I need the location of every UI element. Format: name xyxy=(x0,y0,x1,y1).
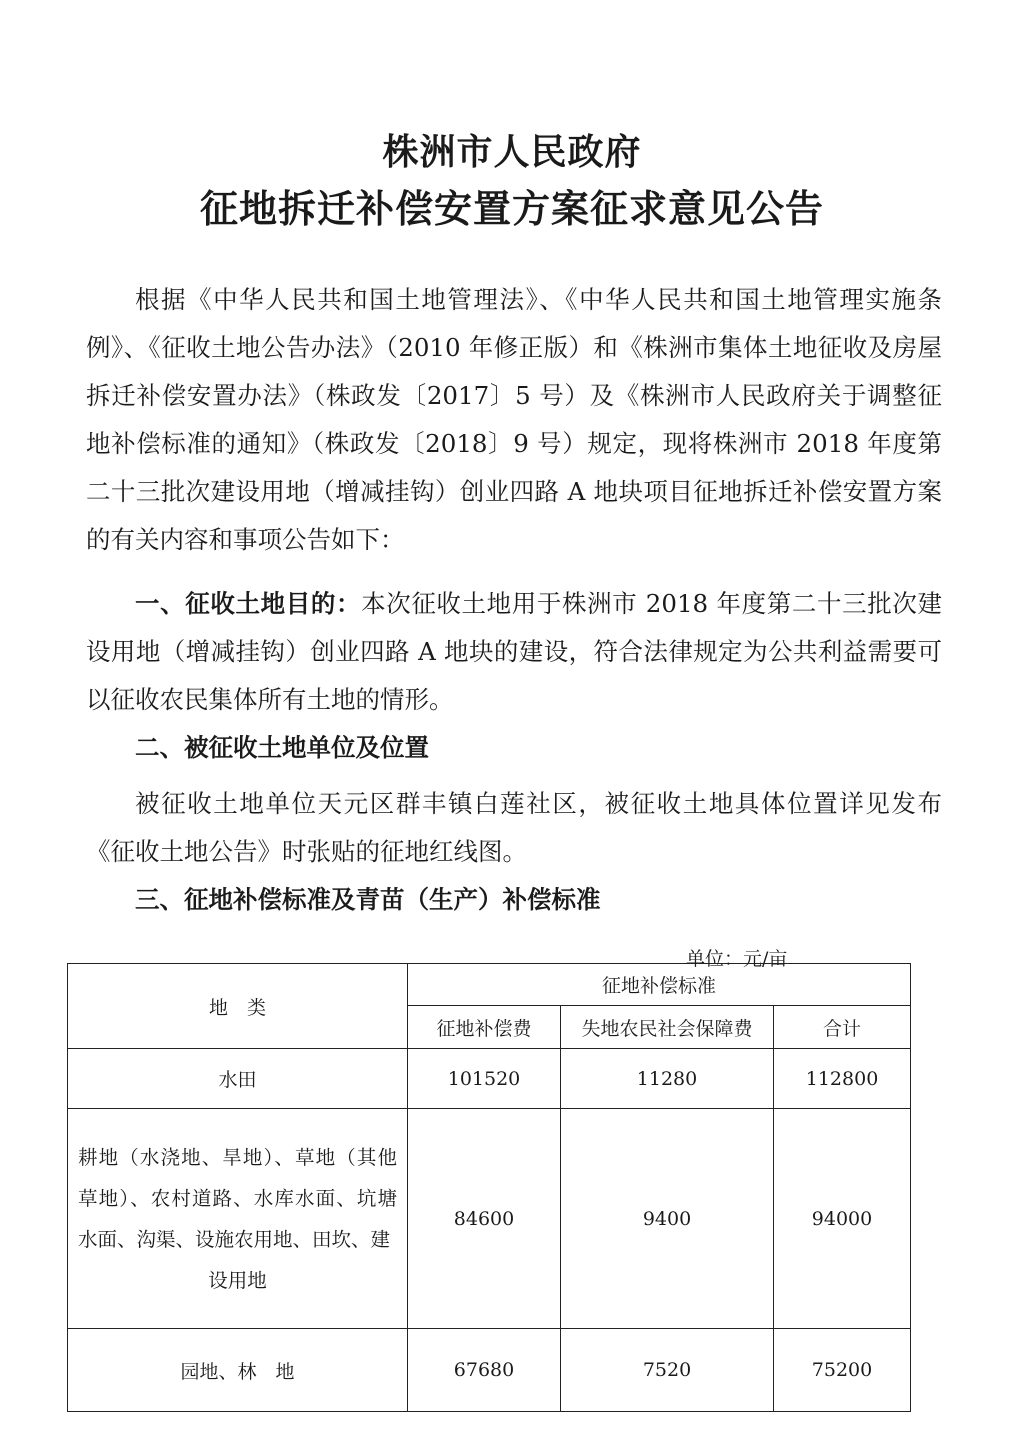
table-row xyxy=(68,1329,911,1412)
header-compensation-standard: 征地补偿标准 xyxy=(408,964,911,1006)
row-social: 7520 xyxy=(561,1329,774,1412)
row-fee: 84600 xyxy=(408,1109,561,1329)
header-land-type: 地 类 xyxy=(68,964,408,1049)
header-fee: 征地补偿费 xyxy=(408,1006,561,1049)
section2-heading: 二、被征收土地单位及位置 xyxy=(135,733,429,762)
row-land-type-main: 耕地（水浇地、旱地）、草地（其他草地）、农村道路、水库水面、坑塘水面、沟渠、设施农用地、田坎、建 xyxy=(78,1145,397,1251)
row-fee: 101520 xyxy=(408,1049,561,1109)
row-land-type: 水田 xyxy=(68,1049,408,1109)
table-unit-label: 单位：元/亩 xyxy=(686,948,788,970)
section1-heading: 一、征收土地目的： xyxy=(135,589,362,618)
row-total: 112800 xyxy=(774,1049,911,1109)
row-total: 75200 xyxy=(774,1329,911,1412)
row-fee: 67680 xyxy=(408,1329,561,1412)
section2-body: 被征收土地单位天元区群丰镇白莲社区，被征收土地具体位置详见发布《征收土地公告》时张贴的征地红线图。 xyxy=(86,789,942,866)
table-row xyxy=(68,1109,911,1329)
section3-heading: 三、征地补偿标准及青苗（生产）补偿标准 xyxy=(135,885,601,914)
row-social: 9400 xyxy=(561,1109,774,1329)
document-title-line2: 征地拆迁补偿安置方案征求意见公告 xyxy=(199,187,824,231)
row-land-type: 园地、林 地 xyxy=(68,1329,408,1412)
row-total: 94000 xyxy=(774,1109,911,1329)
header-total: 合计 xyxy=(774,1006,911,1049)
section1-body: 本次征收土地用于株洲市 2018 年度第二十三批次建设用地（增减挂钩）创业四路 A 地块的建设，符合法律规定为公共利益需要可以征收农民集体所有土地的情形。 xyxy=(86,589,942,714)
intro-paragraph: 根据《中华人民共和国土地管理法》、《中华人民共和国土地管理实施条例》、《征收土地公告办法》（2010 年修正版）和《株洲市集体土地征收及房屋拆迁补偿安置办法》（株政发〔2017〕5 号）及《株洲市人民政府关于调整征地补偿标准的通知》（株政发〔2018〕9 号）规定，现将株洲市 2018 年度第二十三批次建设用地（增减挂钩）创业四路 A 地块项目征地拆迁补偿安置方案的有关内容和事项公告如下： xyxy=(86,285,942,554)
table-header-row xyxy=(68,964,911,1006)
header-social-security: 失地农民社会保障费 xyxy=(561,1006,774,1049)
compensation-table xyxy=(67,963,911,1412)
row-social: 11280 xyxy=(561,1049,774,1109)
section1-paragraph xyxy=(86,580,942,724)
row-land-type xyxy=(68,1109,408,1329)
table-row xyxy=(68,1049,911,1109)
row-land-type-tail: 设用地 xyxy=(208,1268,267,1292)
document-title-line1: 株洲市人民政府 xyxy=(382,132,642,173)
